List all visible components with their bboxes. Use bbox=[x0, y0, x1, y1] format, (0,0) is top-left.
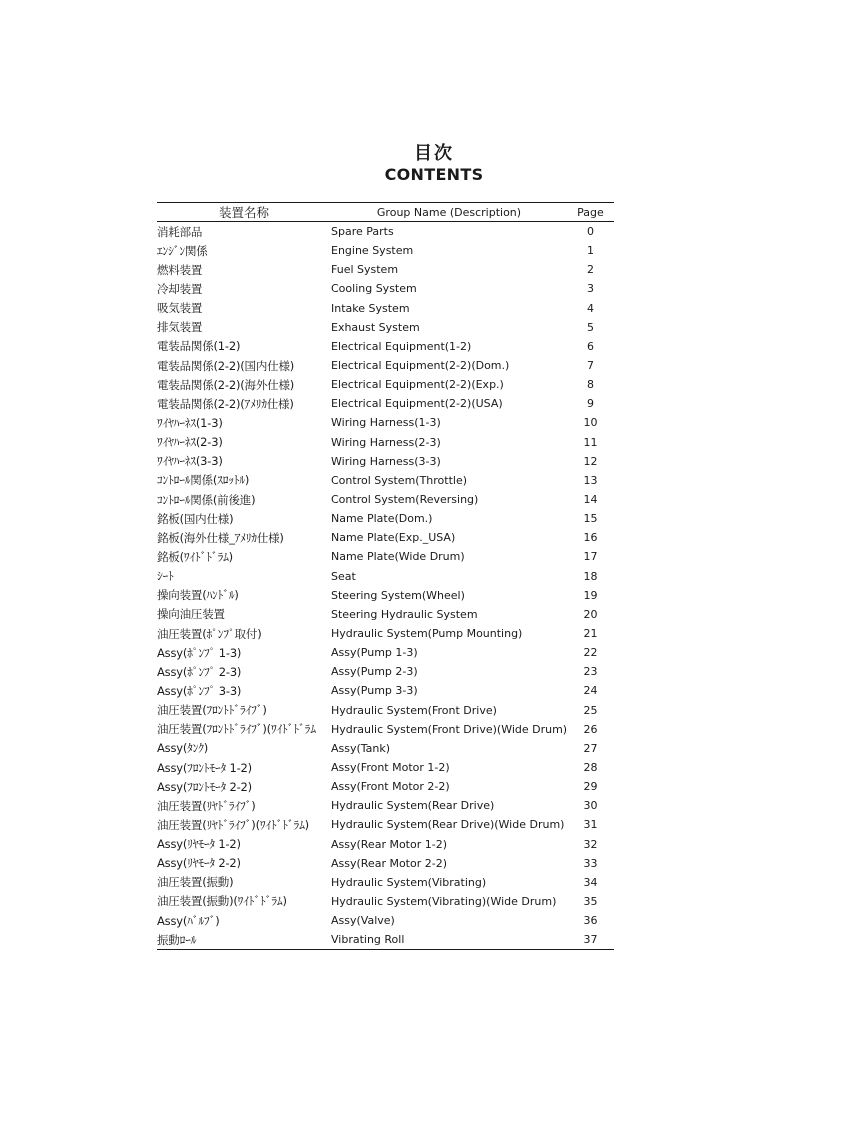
group-name-en: Engine System bbox=[331, 244, 414, 258]
page-number: 36 bbox=[583, 914, 598, 928]
table-row bbox=[157, 892, 614, 911]
group-name-jp: 油圧装置(ﾘﾔﾄﾞﾗｲﾌﾞ)(ﾜｲﾄﾞﾄﾞﾗﾑ) bbox=[157, 817, 309, 832]
group-name-jp: ﾜｲﾔﾊｰﾈｽ(1-3) bbox=[157, 415, 223, 430]
table-row bbox=[157, 471, 614, 490]
page-number: 10 bbox=[583, 416, 598, 430]
page-number: 2 bbox=[587, 263, 594, 277]
group-name-jp: Assy(ﾌﾛﾝﾄﾓｰﾀ 1-2) bbox=[157, 760, 252, 775]
table-row bbox=[157, 624, 614, 643]
table-row bbox=[157, 873, 614, 892]
page-number: 0 bbox=[587, 225, 594, 239]
page-number: 23 bbox=[583, 665, 598, 679]
page-number: 32 bbox=[583, 837, 598, 851]
table-row bbox=[157, 279, 614, 298]
group-name-en: Electrical Equipment(1-2) bbox=[331, 339, 472, 353]
contents-table-body bbox=[157, 222, 614, 950]
contents-table bbox=[157, 202, 614, 950]
page-number: 25 bbox=[583, 703, 598, 717]
group-name-en: Control System(Throttle) bbox=[331, 473, 468, 487]
group-name-jp: Assy(ﾎﾟﾝﾌﾟ 2-3) bbox=[157, 664, 242, 679]
page-number: 27 bbox=[583, 741, 598, 755]
group-name-en: Hydraulic System(Pump Mounting) bbox=[331, 627, 523, 641]
page-number: 14 bbox=[583, 493, 598, 507]
page-number: 17 bbox=[583, 550, 598, 564]
group-name-jp: 銘板(国内仕様) bbox=[157, 511, 234, 526]
group-name-jp: 電装品関係(2-2)(ｱﾒﾘｶ仕様) bbox=[157, 396, 294, 411]
table-header-row bbox=[157, 203, 614, 222]
page-number: 4 bbox=[587, 301, 594, 315]
table-row bbox=[157, 394, 614, 413]
page-number: 9 bbox=[587, 397, 594, 411]
page-number: 35 bbox=[583, 894, 598, 908]
group-name-jp: 冷却装置 bbox=[157, 281, 203, 296]
page-number: 29 bbox=[583, 780, 598, 794]
group-name-en: Name Plate(Dom.) bbox=[331, 512, 433, 526]
page-number: 22 bbox=[583, 646, 598, 660]
table-row bbox=[157, 567, 614, 586]
page-number: 33 bbox=[583, 856, 598, 870]
group-name-en: Name Plate(Exp._USA) bbox=[331, 531, 456, 545]
table-row bbox=[157, 318, 614, 337]
page-number: 31 bbox=[583, 818, 598, 832]
table-row bbox=[157, 739, 614, 758]
page-number: 20 bbox=[583, 607, 598, 621]
group-name-jp: Assy(ﾎﾟﾝﾌﾟ 3-3) bbox=[157, 683, 242, 698]
table-row bbox=[157, 547, 614, 566]
group-name-jp: 消耗部品 bbox=[157, 224, 203, 239]
group-name-en: Hydraulic System(Front Drive) bbox=[331, 703, 497, 717]
group-name-jp: Assy(ﾌﾛﾝﾄﾓｰﾀ 2-2) bbox=[157, 779, 252, 794]
group-name-en: Name Plate(Wide Drum) bbox=[331, 550, 465, 564]
group-name-jp: ｺﾝﾄﾛｰﾙ関係(前後進) bbox=[157, 492, 256, 507]
group-name-jp: ﾜｲﾔﾊｰﾈｽ(2-3) bbox=[157, 435, 223, 450]
group-name-jp: 油圧装置(ﾌﾛﾝﾄﾄﾞﾗｲﾌﾞ)(ﾜｲﾄﾞﾄﾞﾗﾑ bbox=[157, 722, 316, 737]
group-name-en: Intake System bbox=[331, 301, 410, 315]
table-row bbox=[157, 260, 614, 279]
page-number: 11 bbox=[583, 435, 598, 449]
group-name-jp: Assy(ﾘﾔﾓｰﾀ 1-2) bbox=[157, 837, 241, 852]
group-name-en: Vibrating Roll bbox=[331, 930, 567, 950]
table-row bbox=[157, 911, 614, 930]
group-name-en: Cooling System bbox=[331, 282, 417, 296]
header-group-name-jp: 装置名称 bbox=[157, 203, 331, 222]
group-name-en: Spare Parts bbox=[331, 225, 394, 239]
group-name-en: Assy(Pump 1-3) bbox=[331, 646, 418, 660]
group-name-jp: 操向油圧装置 bbox=[157, 607, 225, 622]
group-name-jp: 銘板(海外仕様_ｱﾒﾘｶ仕様) bbox=[157, 530, 284, 545]
group-name-en: Electrical Equipment(2-2)(USA) bbox=[331, 397, 503, 411]
page-number: 12 bbox=[583, 454, 598, 468]
group-name-en: Steering System(Wheel) bbox=[331, 588, 465, 602]
table-row bbox=[157, 854, 614, 873]
group-name-jp: 操向装置(ﾊﾝﾄﾞﾙ) bbox=[157, 588, 239, 603]
group-name-jp: 油圧装置(ﾌﾛﾝﾄﾄﾞﾗｲﾌﾞ) bbox=[157, 703, 267, 718]
page-number: 37 bbox=[567, 930, 614, 950]
group-name-jp: 銘板(ﾜｲﾄﾞﾄﾞﾗﾑ) bbox=[157, 549, 233, 564]
page-number: 13 bbox=[583, 473, 598, 487]
table-row bbox=[157, 413, 614, 432]
group-name-en: Assy(Pump 3-3) bbox=[331, 684, 418, 698]
group-name-en: Wiring Harness(3-3) bbox=[331, 454, 441, 468]
group-name-en: Fuel System bbox=[331, 263, 399, 277]
group-name-en: Seat bbox=[331, 569, 356, 583]
group-name-en: Assy(Rear Motor 1-2) bbox=[331, 837, 448, 851]
table-row bbox=[157, 605, 614, 624]
page-number: 5 bbox=[587, 320, 594, 334]
page-number: 18 bbox=[583, 569, 598, 583]
page-number: 1 bbox=[587, 244, 594, 258]
table-row bbox=[157, 643, 614, 662]
group-name-en: Assy(Front Motor 1-2) bbox=[331, 761, 450, 774]
group-name-jp: ﾜｲﾔﾊｰﾈｽ(3-3) bbox=[157, 454, 223, 469]
group-name-en: Wiring Harness(2-3) bbox=[331, 435, 441, 449]
group-name-jp: ｴﾝｼﾞﾝ関係 bbox=[157, 243, 208, 258]
group-name-en: Wiring Harness(1-3) bbox=[331, 416, 441, 430]
group-name-jp: Assy(ﾘﾔﾓｰﾀ 2-2) bbox=[157, 856, 241, 871]
group-name-en: Electrical Equipment(2-2)(Exp.) bbox=[331, 378, 504, 392]
table-row bbox=[157, 337, 614, 356]
group-name-en: Electrical Equipment(2-2)(Dom.) bbox=[331, 359, 510, 373]
table-row bbox=[157, 222, 614, 242]
title-english: CONTENTS bbox=[384, 165, 484, 184]
page-number: 34 bbox=[583, 875, 598, 889]
group-name-en: Hydraulic System(Rear Drive) bbox=[331, 799, 495, 813]
group-name-en: Exhaust System bbox=[331, 320, 420, 334]
table-row bbox=[157, 490, 614, 509]
page-number: 30 bbox=[583, 799, 598, 813]
group-name-jp: 電装品関係(1-2) bbox=[157, 339, 241, 354]
group-name-jp: 燃料装置 bbox=[157, 262, 203, 277]
table-row bbox=[157, 681, 614, 700]
group-name-jp: ｼｰﾄ bbox=[157, 569, 174, 584]
table-row bbox=[157, 720, 614, 739]
group-name-en: Assy(Front Motor 2-2) bbox=[331, 780, 450, 794]
table-row bbox=[157, 375, 614, 394]
table-row bbox=[157, 835, 614, 854]
group-name-en: Assy(Rear Motor 2-2) bbox=[331, 856, 448, 870]
header-page: Page bbox=[567, 203, 614, 222]
group-name-jp: 吸気装置 bbox=[157, 301, 203, 316]
group-name-jp: 油圧装置(ﾘﾔﾄﾞﾗｲﾌﾞ) bbox=[157, 798, 256, 813]
table-row bbox=[157, 701, 614, 720]
group-name-jp: Assy(ﾊﾞﾙﾌﾞ) bbox=[157, 913, 220, 928]
page-number: 7 bbox=[587, 359, 594, 373]
table-row bbox=[157, 452, 614, 471]
group-name-en: Hydraulic System(Rear Drive)(Wide Drum) bbox=[331, 818, 565, 832]
group-name-en: Assy(Pump 2-3) bbox=[331, 665, 418, 679]
group-name-en: Control System(Reversing) bbox=[331, 493, 479, 507]
group-name-jp: 油圧装置(ﾎﾟﾝﾌﾟ取付) bbox=[157, 626, 262, 641]
document-title bbox=[0, 143, 868, 185]
table-row bbox=[157, 509, 614, 528]
group-name-jp: 油圧装置(振動)(ﾜｲﾄﾞﾄﾞﾗﾑ) bbox=[157, 894, 287, 909]
group-name-jp: 電装品関係(2-2)(海外仕様) bbox=[157, 377, 295, 392]
page-number: 28 bbox=[583, 761, 598, 774]
table-row bbox=[157, 241, 614, 260]
page-number: 3 bbox=[587, 282, 594, 296]
table-row bbox=[157, 433, 614, 452]
table-row bbox=[157, 777, 614, 796]
table-row bbox=[157, 796, 614, 815]
group-name-jp: 油圧装置(振動) bbox=[157, 875, 234, 890]
table-row bbox=[157, 930, 614, 950]
table-row bbox=[157, 758, 614, 777]
group-name-jp: 振動ﾛｰﾙ bbox=[157, 930, 331, 950]
table-row bbox=[157, 815, 614, 834]
group-name-jp: 排気装置 bbox=[157, 320, 203, 335]
page-number: 6 bbox=[587, 339, 594, 353]
page-number: 24 bbox=[583, 684, 598, 698]
page-number: 15 bbox=[583, 512, 598, 526]
page-number: 8 bbox=[587, 378, 594, 392]
page-number: 26 bbox=[583, 722, 598, 736]
table-row bbox=[157, 299, 614, 318]
group-name-jp: Assy(ﾎﾟﾝﾌﾟ 1-3) bbox=[157, 645, 242, 660]
table-row bbox=[157, 586, 614, 605]
table-row bbox=[157, 528, 614, 547]
title-japanese: 目次 bbox=[414, 143, 454, 164]
table-row bbox=[157, 662, 614, 681]
group-name-en: Assy(Valve) bbox=[331, 914, 395, 928]
group-name-jp: 電装品関係(2-2)(国内仕様) bbox=[157, 358, 295, 373]
group-name-en: Steering Hydraulic System bbox=[331, 607, 478, 621]
group-name-en: Hydraulic System(Vibrating)(Wide Drum) bbox=[331, 894, 557, 908]
page-number: 19 bbox=[583, 588, 598, 602]
group-name-en: Hydraulic System(Vibrating) bbox=[331, 875, 487, 889]
group-name-en: Assy(Tank) bbox=[331, 741, 391, 755]
group-name-jp: Assy(ﾀﾝｸ) bbox=[157, 741, 209, 756]
page-number: 16 bbox=[583, 531, 598, 545]
group-name-en: Hydraulic System(Front Drive)(Wide Drum) bbox=[331, 722, 568, 736]
group-name-jp: ｺﾝﾄﾛｰﾙ関係(ｽﾛｯﾄﾙ) bbox=[157, 473, 250, 488]
page-number: 21 bbox=[583, 627, 598, 641]
table-row bbox=[157, 356, 614, 375]
header-group-name-en: Group Name (Description) bbox=[331, 203, 567, 222]
